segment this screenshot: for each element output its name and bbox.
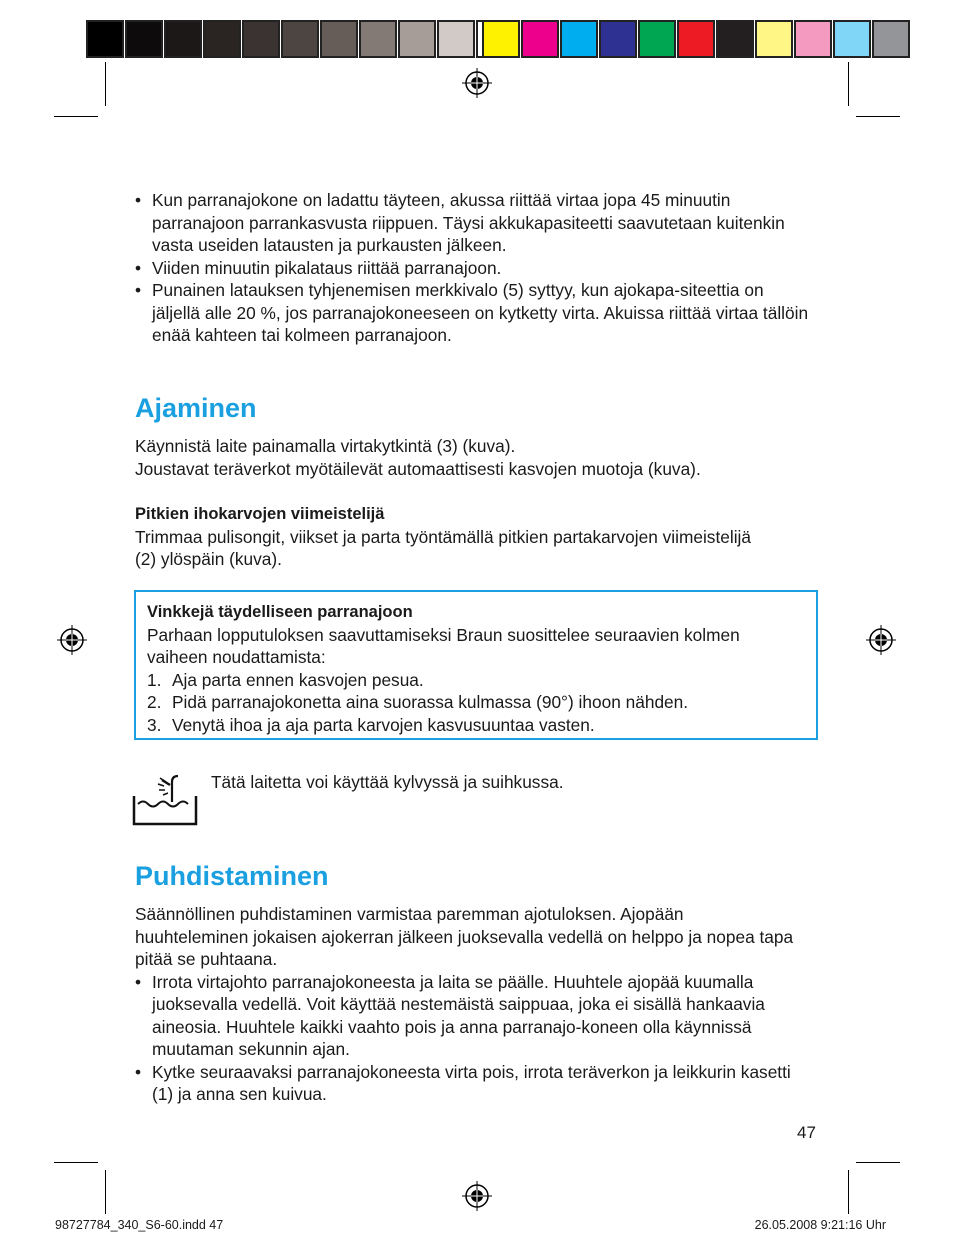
ajaminen-line: Käynnistä laite painamalla virtakytkintä (3) (kuva).	[135, 436, 516, 456]
list-item: • Punainen latauksen tyhjenemisen merkkivalo (5) syttyy, kun ajokapa-siteettia on jäljellä alle 20 %, jos parranajokoneeseen on kytketty virta. Akuissa riittää virtaa tällöin enää kahteen tai kolmeen parranajoon.	[135, 279, 815, 347]
tips-box	[134, 590, 818, 740]
color-swatch	[125, 20, 163, 58]
color-swatch	[281, 20, 319, 58]
step-number: 2.	[147, 692, 162, 712]
step-text: Venytä ihoa ja aja parta karvojen kasvusuuntaa vasten.	[172, 714, 595, 735]
color-swatch	[716, 20, 754, 58]
tips-title: Vinkkejä täydelliseen parranajoon	[147, 603, 413, 621]
list-item	[147, 669, 805, 692]
registration-mark-icon	[462, 68, 492, 98]
cleaning-intro: Säännöllinen puhdistaminen varmistaa paremman ajotuloksen. Ajopään huuhteleminen jokaisen ajokerran jälkeen juoksevalla vedellä on helppo ja nopea tapa pitää se puhtaana.	[135, 904, 794, 969]
crop-mark	[105, 1170, 106, 1214]
intro-bullet-list	[135, 189, 815, 347]
color-swatch	[437, 20, 475, 58]
crop-mark	[848, 62, 849, 106]
bath-note-text: Tätä laitetta voi käyttää kylvyssä ja suihkussa.	[211, 772, 564, 792]
list-item: • Viiden minuutin pikalataus riittää parranajoon.	[135, 257, 815, 280]
registration-mark-icon	[866, 625, 896, 655]
crop-mark	[105, 62, 106, 106]
color-swatch	[560, 20, 598, 58]
color-swatch	[359, 20, 397, 58]
color-swatch	[521, 20, 559, 58]
color-swatch	[755, 20, 793, 58]
step-text: Aja parta ennen kasvojen pesua.	[172, 669, 424, 690]
footer-timestamp: 26.05.2008 9:21:16 Uhr	[754, 1218, 886, 1232]
list-item: • Irrota virtajohto parranajokoneesta ja laita se päälle. Huuhtele ajopää kuumalla juoksevalla vedellä. Voit käyttää nestemäistä saippuaa, joka ei sisällä hankaavia aineosia. Huuhtele kaikki vaahto pois ja anna parranajo-koneen olla käynnissä muutaman sekunnin ajan.	[135, 971, 815, 1061]
color-swatch	[242, 20, 280, 58]
section-heading-ajaminen: Ajaminen	[135, 393, 257, 423]
page-number: 47	[797, 1123, 816, 1142]
registration-mark-icon	[462, 1181, 492, 1211]
trimmer-subheading: Pitkien ihokarvojen viimeistelijä	[135, 505, 385, 523]
color-swatch	[872, 20, 910, 58]
trimmer-section	[135, 503, 815, 571]
step-text: Pidä parranajokonetta aina suorassa kulmassa (90°) ihoon nähden.	[172, 692, 689, 712]
tips-intro: Parhaan lopputuloksen saavuttamiseksi Braun suosittelee seuraavien kolmen vaiheen noudattamista:	[147, 624, 740, 667]
color-swatch	[320, 20, 358, 58]
color-swatch	[164, 20, 202, 58]
section-heading-puhdistaminen: Puhdistaminen	[135, 861, 329, 891]
grayscale-color-bar	[86, 20, 515, 58]
step-number: 1.	[147, 669, 162, 690]
step-number: 3.	[147, 714, 162, 735]
list-item	[147, 714, 805, 737]
ajaminen-paragraph	[135, 435, 815, 480]
crop-mark	[856, 116, 900, 117]
footer-file-info: 98727784_340_S6-60.indd 47	[55, 1218, 224, 1232]
color-swatch	[833, 20, 871, 58]
color-swatch-bar	[482, 20, 911, 58]
cleaning-section	[135, 903, 815, 1106]
color-swatch	[398, 20, 436, 58]
ajaminen-line: Joustavat teräverkot myötäilevät automaattisesti kasvojen muotoja (kuva).	[135, 458, 701, 479]
color-swatch	[203, 20, 241, 58]
crop-mark	[856, 1162, 900, 1163]
color-swatch	[482, 20, 520, 58]
color-swatch	[677, 20, 715, 58]
trimmer-text: Trimmaa pulisongit, viikset ja parta työntämällä pitkien partakarvojen viimeistelijä (2) ylöspäin (kuva).	[135, 526, 751, 569]
list-item: • Kytke seuraavaksi parranajokoneesta virta pois, irrota teräverkon ja leikkurin kasetti (1) ja anna sen kuivua.	[135, 1061, 815, 1106]
crop-mark	[54, 116, 98, 117]
registration-mark-icon	[57, 625, 87, 655]
color-swatch	[638, 20, 676, 58]
list-item	[147, 691, 805, 714]
crop-mark	[848, 1170, 849, 1214]
list-item: • Kun parranajokone on ladattu täyteen, akussa riittää virtaa jopa 45 minuutin parranajoon parrankasvusta riippuen. Täysi akkukapasiteetti saavutetaan kuitenkin vasta useiden latausten ja purkausten jälkeen.	[135, 189, 815, 257]
shower-bath-icon	[132, 772, 200, 828]
color-swatch	[599, 20, 637, 58]
color-swatch	[86, 20, 124, 58]
color-swatch	[794, 20, 832, 58]
crop-mark	[54, 1162, 98, 1163]
